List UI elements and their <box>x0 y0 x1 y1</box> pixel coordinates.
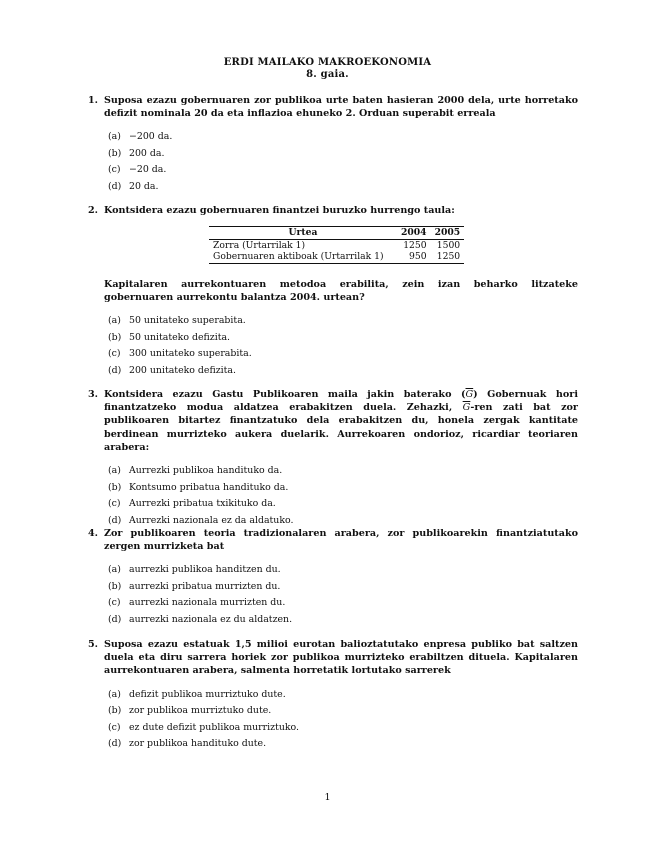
option-label: (b) <box>108 705 122 717</box>
table-cell: 950 <box>397 251 431 263</box>
option-label: (d) <box>108 613 122 625</box>
option-label: (b) <box>108 147 122 159</box>
option-text: −200 da. <box>129 131 173 143</box>
option-c <box>108 347 578 364</box>
option-c <box>108 596 578 613</box>
option-label: (a) <box>108 465 121 477</box>
option-text: zor publikoa murriztuko dute. <box>129 705 272 717</box>
option-label: (d) <box>108 180 122 192</box>
question-number: 4. <box>88 528 99 539</box>
option-text: zor publikoa handituko dute. <box>129 738 267 750</box>
question-number: 5. <box>88 639 99 650</box>
option-label: (c) <box>108 597 121 609</box>
option-d <box>108 364 578 381</box>
option-b <box>108 331 578 348</box>
option-a <box>108 130 578 147</box>
question-2-body <box>88 278 578 380</box>
question-5 <box>88 638 578 754</box>
option-label: (a) <box>108 131 121 143</box>
finance-table <box>209 226 464 264</box>
question-text-part: Kontsidera ezazu Gastu Publikoaren maila jakin baterako ( <box>104 389 466 400</box>
option-label: (b) <box>108 580 122 592</box>
option-label: (c) <box>108 498 121 510</box>
document-title <box>0 57 655 81</box>
option-text: ez dute defizit publikoa murriztuko. <box>129 721 299 733</box>
option-d <box>108 613 578 630</box>
option-label: (c) <box>108 348 121 360</box>
question-number: 2. <box>88 205 99 216</box>
option-text: aurrezki nazionala ez du aldatzen. <box>129 613 293 625</box>
option-c <box>108 497 578 514</box>
option-text: 50 unitateko defizita. <box>129 331 231 343</box>
question-text-part: ) Gobernuak hori finantzatzeko modua aldatzea erabakitzen duela. Zehazki, <box>104 389 578 414</box>
question-text: Suposa ezazu gobernuaren zor publikoa urte baten hasieran 2000 dela, urte horretako defizit nominala 20 da eta inflazioa ehuneko 2. Orduan superabit erreala <box>104 95 578 120</box>
option-label: (a) <box>108 688 121 700</box>
option-text: 300 unitateko superabita. <box>129 348 252 360</box>
option-a <box>108 464 578 481</box>
option-c <box>108 163 578 180</box>
table-header: 2004 <box>397 227 431 240</box>
option-text: Aurrezki pribatua txikituko da. <box>129 498 276 510</box>
options-list <box>108 314 578 380</box>
option-text: 50 unitateko superabita. <box>129 315 246 327</box>
option-text: Aurrezki nazionala ez da aldatuko. <box>129 514 294 526</box>
option-a <box>108 314 578 331</box>
option-text: Kontsumo pribatua handituko da. <box>129 481 289 493</box>
g-bar-symbol: $\overline{G}$ <box>465 389 474 400</box>
options-list <box>108 688 578 754</box>
option-text: Aurrezki publikoa handituko da. <box>129 465 283 477</box>
table-header-row <box>209 227 464 240</box>
option-text: −20 da. <box>129 164 167 176</box>
option-label: (d) <box>108 514 122 526</box>
page-number: 1 <box>324 792 331 803</box>
question-text: Zor publikoaren teoria tradizionalaren arabera, zor publikoarekin finantziatutako zergen murrizketa bat <box>104 528 578 553</box>
table-cell: 1250 <box>431 251 465 263</box>
question-text-part: -ren zati bat zor publikoaren bitartez finantzatuko dela erabakitzen du, honela zergak kantitate berdinean murrizteko aukera duelarik. Aurrekoaren ondorioz, ricardiar teoriaren arabera: <box>104 402 578 453</box>
option-label: (d) <box>108 364 122 376</box>
option-label: (c) <box>108 721 121 733</box>
question-1 <box>88 94 578 196</box>
question-number: 1. <box>88 95 99 106</box>
table-cell: Zorra (Urtarrilak 1) <box>213 239 306 251</box>
option-label: (a) <box>108 564 121 576</box>
option-label: (b) <box>108 481 122 493</box>
option-d <box>108 180 578 197</box>
options-list <box>108 130 578 196</box>
g-bar-symbol: $\overline{G}$ <box>462 402 471 414</box>
table-row <box>209 239 464 251</box>
option-label: (b) <box>108 331 122 343</box>
subtitle-line: 8. gaia. <box>306 69 349 80</box>
option-text: 200 unitateko defizita. <box>129 364 237 376</box>
table-header: Urtea <box>209 227 397 240</box>
option-b <box>108 481 578 498</box>
question-text: Kontsidera ezazu gobernuaren finantzei buruzko hurrengo taula: <box>104 205 455 216</box>
option-text: aurrezki pribatua murrizten du. <box>129 580 281 592</box>
option-b <box>108 580 578 597</box>
table-header: 2005 <box>431 227 465 240</box>
option-text: 200 da. <box>129 147 165 159</box>
option-a <box>108 563 578 580</box>
table-cell: 1500 <box>436 239 461 251</box>
option-b <box>108 704 578 721</box>
options-list <box>108 563 578 629</box>
option-text: 20 da. <box>129 180 159 192</box>
question-3 <box>88 388 578 530</box>
question-number: 3. <box>88 389 99 400</box>
option-label: (a) <box>108 315 121 327</box>
option-text: defizit publikoa murriztuko dute. <box>129 688 286 700</box>
option-a <box>108 688 578 705</box>
option-d <box>108 737 578 754</box>
option-c <box>108 721 578 738</box>
option-text: aurrezki nazionala murrizten du. <box>129 597 286 609</box>
question-4 <box>88 527 578 629</box>
option-label: (c) <box>108 164 121 176</box>
table-cell: 1250 <box>403 239 427 251</box>
table-row <box>209 251 464 263</box>
options-list <box>108 464 578 530</box>
table-cell: Gobernuaren aktiboak (Urtarrilak 1) <box>209 251 397 263</box>
option-label: (d) <box>108 738 122 750</box>
title-line: ERDI MAILAKO MAKROEKONOMIA <box>223 57 432 68</box>
question-text: Suposa ezazu estatuak 1,5 milioi eurotan balioztatutako enpresa publiko bat saltzen duela eta diru sarrera horiek zor publikoa murrizteko erabiltzen dituela. Kapitalaren aurrekontuaren arabera, salmenta horretatik lortutako sarrerek <box>104 639 578 677</box>
option-text: aurrezki publikoa handitzen du. <box>129 564 281 576</box>
question-2 <box>88 204 578 217</box>
option-b <box>108 147 578 164</box>
question-text: Kapitalaren aurrekontuaren metodoa erabilita, zein izan beharko litzateke gobernuaren aurrekontu balantza 2004. urtean? <box>104 279 578 304</box>
question-text <box>104 388 578 454</box>
